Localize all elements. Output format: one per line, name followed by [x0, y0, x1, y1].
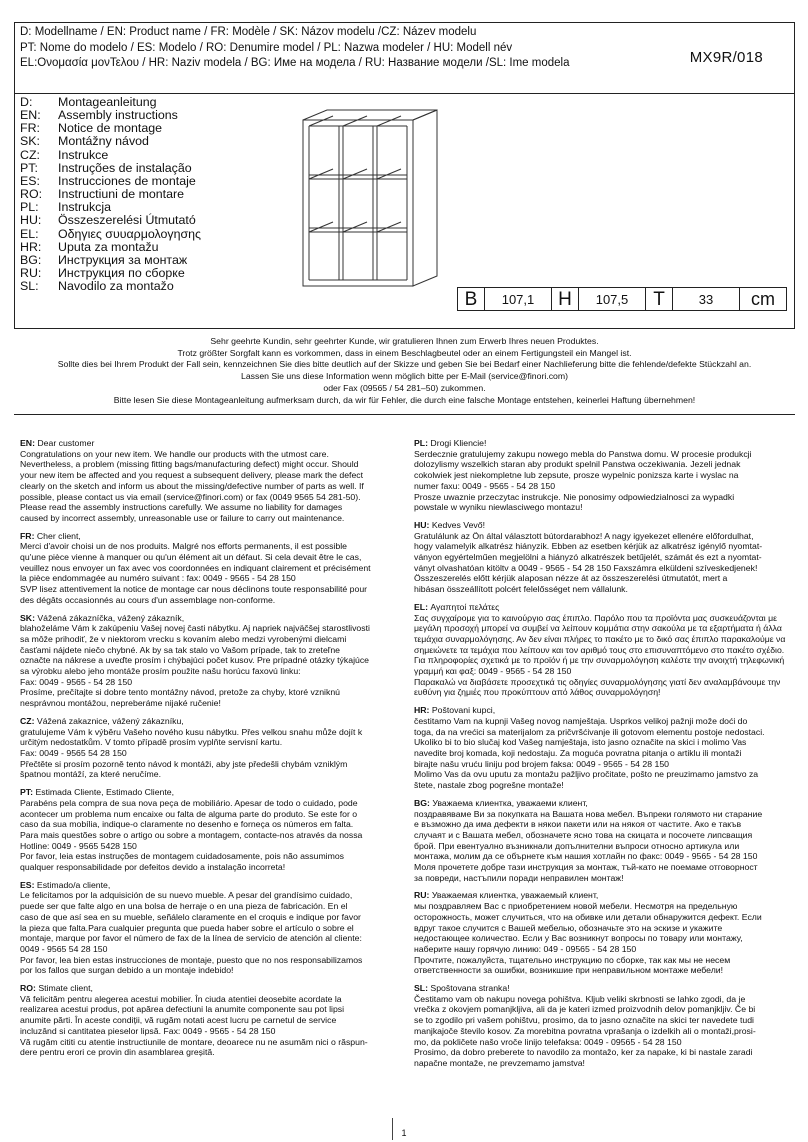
language-notice — [414, 983, 794, 1069]
notice-line: Por favor, leia estas instruções de montagem cuidadosamente, pois não assumimos — [20, 851, 345, 862]
notice-line: Nevertheless, a problem (missing fitting bags/manufacturing defect) might occur. Should — [20, 459, 359, 470]
notice-line: Vă rugăm cititi cu atentie instructiunile de montare, deoarece nu ne asumăm nici o răspun- — [20, 1036, 368, 1047]
model-name-line: PT: Nome do modelo / ES: Modelo / RO: Denumire model / PL: Nazwa modeler / HU: Modell név — [20, 41, 513, 54]
notice-line: случаят и с Вашата мебел, обозначете ясно това на скицата и посочете липсващия — [414, 829, 753, 840]
language-title-row — [20, 135, 201, 148]
language-title: Instrukcja — [58, 200, 112, 215]
notice-line: недостающее количество. Если у Вас возникнут вопросы по товару или монтажу, — [414, 933, 743, 944]
notice-line: монтажа, молим да се обърнете към нашия хотлайн по факс: 0049 - 9565 - 54 28 150 — [414, 851, 758, 862]
language-title: Assembly instructions — [58, 108, 178, 123]
notice-line: σημειώνετε τα τεμάχια που λείπουν και τον αριθμό τους στο επισυναπτόμενο στο πακέτο σχέδιο. — [414, 644, 785, 655]
notice-line: Prosíme, prečítajte si dobre tento montážny návod, pretože za chyby, ktoré vzniknú — [20, 687, 340, 698]
notice-greeting — [20, 880, 392, 891]
language-code: EN: — [20, 108, 41, 123]
notice-line: Para mais questões sobre o artigo ou sobre a montagem, contacte-nos através da nossa — [20, 829, 363, 840]
notice-line: е възможно да има дефекти в някои пакети или на някоя от частите. Ако е такъв — [414, 819, 742, 830]
language-code: HR: — [20, 239, 42, 254]
notice-line: Serdecznie gratulujemy zakupu nowego mebla do Panstwa domu. W procesie produkcji — [414, 448, 752, 459]
language-code: PL: — [20, 200, 39, 215]
notice-line: dolozylismy wszelkich staran aby produkt spelnil Panstwa oczekiwania. Jezeli jednak — [414, 459, 741, 470]
notice-line: acontecer um problema num encaixe ou falta de alguma parte do produto. Se este for o — [20, 808, 358, 819]
notice-line: 0049 - 9565 54 28 150 — [20, 943, 108, 954]
notice-line: τεμάχια συναρμολόγησης. Αν δεν είναι πλήρες το πακέτο με το δικό σας έπιπλο παρακαλούμε να — [414, 633, 786, 644]
notice-language-code: FR: — [20, 530, 35, 541]
notice-line: anumite părti. În aceste condiții, vă rugăm notati acest lucru pe carnetul de service — [20, 1015, 337, 1026]
notice-line: поздравяваме Ви за покупката на Вашата нова мебел. Въпреки голямото ни старание — [414, 808, 763, 819]
language-notice — [20, 787, 392, 873]
notice-line: špatnou montáží, za které neručíme. — [20, 769, 162, 780]
notice-line: Merci d'avoir choisi un de nos produits. Malgré nos efforts permanents, il est possible — [20, 541, 347, 552]
language-code: ES: — [20, 173, 40, 188]
notice-language-code: RU: — [414, 890, 430, 901]
notice-line: вдруг такое случится с Вашей мебелью, обозначьте это на эскизе и укажите — [414, 922, 723, 933]
language-code: FR: — [20, 121, 40, 136]
language-notice — [414, 705, 794, 791]
language-notice — [20, 716, 392, 780]
notice-language-code: ES: — [20, 879, 35, 890]
notice-line: за повреди, настъпили поради неправилен монтаж! — [414, 872, 624, 883]
language-title: Οδηγιες συυαρμολογησης — [58, 226, 202, 241]
language-notice — [20, 613, 392, 709]
notice-greeting — [414, 890, 794, 901]
notice-line: Le felicitamos por la adquisición de su nuevo mueble. A pesar del grandísimo cuidado, — [20, 890, 353, 901]
notice-line: possible, please contact us via email (service@finori.com) or fax (0049 9565 54 281-50). — [20, 491, 361, 502]
notice-line: γραμμή και φαξ: 0049 - 9565 - 54 28 150 — [414, 666, 572, 677]
notice-line: toga, da na vrećici sa materijalom za pričvršćivanje ili gotovom elementu postoje nedostaci. — [414, 726, 765, 737]
notice-salutation: Dear customer — [34, 438, 95, 448]
notice-salutation: Poštovani kupci, — [429, 705, 496, 716]
notice-salutation: Estimado/a cliente, — [34, 879, 111, 890]
language-code: SL: — [20, 279, 39, 294]
left-column-notices — [20, 438, 392, 1065]
language-title: Notice de montage — [58, 121, 163, 136]
language-notice — [414, 438, 794, 513]
intro-line: oder Fax (09565 / 54 281–50) zukommen. — [323, 382, 486, 393]
notice-line: sa môže prihodiť, že v niektorom vrecku s kovaním alebo medzi vyrobenými dielcami — [20, 633, 347, 644]
notice-line: Παρακαλώ να διαβάσετε προσεχτικά τις οδηγίες συναρμολόγησης γιατί δεν αναλαμβάνουμε την — [414, 676, 781, 687]
notice-greeting — [414, 983, 794, 994]
notice-line: vrečka z okovjem pomanjkljiva, ali da je kateri izmed proizvodnih delov pomanjkljiv. Če bi — [414, 1004, 756, 1015]
notice-line: cokolwiek jest niekompletne lub zepsute, prosze wypelnic ponizsza karte i wyslac na — [414, 470, 739, 481]
notice-line: Прочтите, пожалуйста, тщательно инструкцию по сборке, так как мы не несем — [414, 954, 731, 965]
width-value: 107,1 — [485, 288, 552, 310]
language-title: Instruções de instalação — [58, 160, 192, 175]
notice-line: Parabéns pela compra de sua nova peça de mobiliário. Apesar de todo o cuidado, pode — [20, 797, 358, 808]
notice-line: puede ser que falte algo en una bolsa de herraje o en una pieza de fabricación. En el — [20, 901, 348, 912]
notice-line: napačne montaže, ne prevzemamo jamstva! — [414, 1057, 585, 1068]
notice-greeting — [414, 602, 794, 613]
notice-line: la pieza que falta.Para cualquier pregunta que pueda haber sobre el artículo o sobre el — [20, 922, 354, 933]
notice-greeting — [20, 983, 392, 994]
language-title: Montageanleitung — [58, 95, 157, 109]
notice-greeting — [20, 438, 392, 449]
notice-greeting — [414, 520, 794, 531]
notice-line: мы поздравляем Вас с приобретением новой мебели. Несмотря на предельную — [414, 901, 738, 912]
notice-line: montaje, marque por favor el número de fax de la línea de servicio de atención al cliente: — [20, 933, 362, 944]
notice-line: caso da sua mobília, indique-o claramente no desenho e forneça os números em falta. — [20, 819, 354, 830]
notice-line: ványt olvashatóan kitöltv a 0049 - 9565 - 54 28 150 Faxszámra elküldeni szíveskedjenek! — [414, 562, 758, 573]
notice-line: veuillez nous envoyer un fax avec vos coordonnées en indiquant clairement et précisément — [20, 562, 371, 573]
notice-line: hogy valamelyik alkatrész hiányzik. Ebben az esetben kérjük az alkatrész igénylő nyomtat- — [414, 541, 763, 552]
notice-language-code: CZ: — [20, 715, 35, 726]
intro-line: Sollte dies bei Ihrem Produkt der Fall sein, kennzeichnen Sie dies bitte deutlich auf der Skizze und geben Sie bei Bedarf einer Nachlieferung bitte die fehlende/defekte Stückzahl an. — [57, 359, 752, 370]
intro-line: Sehr geehrte Kundin, sehr geehrter Kunde, wir gratulieren Ihnen zum Erwerb Ihres neuen Produktes. — [210, 336, 599, 346]
notice-language-code: EN: — [20, 438, 35, 448]
notice-line: hibásan összeállított polcért felelősséget nem vállalunk. — [414, 584, 628, 595]
language-notice — [20, 438, 392, 524]
notice-line: Моля прочетете добре тази инструкция за монтаж, тъй-като не поемаме отговорност — [414, 862, 758, 873]
notice-salutation: Spoštovana stranka! — [428, 983, 510, 994]
notice-greeting — [414, 798, 794, 809]
notice-line: Čestitamo vam ob nakupu novega pohištva. Kljub veliki skrbnosti se lahko zgodi, da je — [414, 993, 746, 1004]
dimensions-box — [457, 287, 787, 311]
height-label: H — [552, 288, 579, 310]
notice-line: осторожность, может случиться, что на обивке или детали обнаружится дефект. Если — [414, 911, 762, 922]
shelf-illustration — [295, 108, 445, 288]
language-title: Instructiuni de montare — [58, 187, 185, 202]
notice-line: брой. При евентуално възникнали допълнителни въпроси относно артикула или — [414, 840, 740, 851]
depth-label: T — [646, 288, 673, 310]
notice-line: Gratulálunk az Ön által választott bútordarabhoz! A nagy igyekezet ellenére előfordulhat, — [414, 530, 754, 541]
notice-line: Přečtěte si prosím pozorně tento návod k montáži, aby jste předešli chybám vzniklým — [20, 758, 348, 769]
right-column-notices — [414, 438, 794, 1076]
intro-line: Bitte lesen Sie diese Montageanleitung aufmerksam durch, da wir für Fehler, die durch eine falsche Montage entstehen, keinerlei Haftung übernehmen! — [113, 394, 696, 405]
language-title: Инструкция за монтаж — [58, 252, 188, 267]
language-title: Navodilo za montažo — [58, 279, 174, 294]
notice-salutation: Уважаема клиентка, уважаеми клиент, — [429, 797, 588, 808]
notice-line: ευθύνη για ζημιές που προκύπτουν από λάθος συναρμολόγηση! — [414, 687, 661, 698]
unit-label: cm — [751, 288, 775, 309]
width-label: B — [458, 288, 485, 310]
notice-line: mo, da pokličete našo vroče linijo telefaksa: 0049 - 09565 - 54 28 150 — [414, 1036, 682, 1047]
notice-language-code: HU: — [414, 519, 430, 530]
notice-line: caso de que así sea en su mueble, señálelo claramente en el croquis e indique por favor — [20, 911, 361, 922]
notice-line: nesprávnou montážou, nepreberáme nijaké ručenie! — [20, 698, 221, 709]
notice-language-code: PT: — [20, 787, 34, 798]
notice-line: Fax: 0049 - 9565 - 54 28 150 — [20, 676, 133, 687]
notice-line: powstale w wyniku niewlasciwego montazu! — [414, 502, 583, 513]
notice-salutation: Estimada Cliente, Estimado Cliente, — [33, 787, 175, 798]
notice-salutation: Αγαπητοί πελάτες — [428, 601, 500, 612]
notice-line: Please read the assembly instructions carefully. We assume no liability for damages — [20, 502, 343, 513]
notice-line: realizarea acestui produs, pot apărea defectiuni la anumite componente sau pot lipsi — [20, 1004, 345, 1015]
notice-line: Hotline: 0049 - 9565 5428 150 — [20, 840, 137, 851]
notice-salutation: Stimate client, — [35, 983, 93, 994]
notice-line: ответственности за ошибки, возникшие при неправильном монтаже мебели! — [414, 965, 724, 976]
notice-greeting — [20, 531, 392, 542]
language-title: Uputa za montažu — [58, 239, 159, 254]
height-value: 107,5 — [579, 288, 646, 310]
notice-line: qualquer responsabilidade por defeitos devido a instalação incorreta! — [20, 862, 286, 873]
notice-line: Congratulations on your new item. We handle our products with the utmost care. — [20, 448, 329, 459]
language-notice — [414, 890, 794, 976]
notice-line: Összeszerelés előtt kérjük alaposan nézze át az összeszerelési útmutatót, mert a — [414, 573, 728, 584]
language-code: EL: — [20, 226, 39, 241]
language-title-row — [20, 280, 201, 293]
notice-line: se to zgodilo pri vašem pohištvu, prosimo, da to jasno označite na skici ter navedete tudi — [414, 1015, 754, 1026]
notice-line: čestitamo Vam na kupnji Vašeg novog namještaja. Usprkos velikoj pažnji može doći do — [414, 715, 748, 726]
language-notice — [20, 531, 392, 606]
language-notice — [20, 880, 392, 976]
notice-line: birajte našu vruću liniju pod brojem faksa: 0049 - 9565 - 54 28 150 — [414, 758, 669, 769]
notice-line: označte na nákrese a uveďte prosím i chýbajúci počet kusov. Pre prípadné otázky týkajúce — [20, 655, 370, 666]
notice-line: SVP lisez attentivement la notice de montage car nous déclinons toute responsabilité pour — [20, 584, 368, 595]
model-name-line: D: Modellname / EN: Product name / FR: Modèle / SK: Názov modelu /CZ: Název modelu — [20, 26, 477, 38]
language-code: RU: — [20, 266, 42, 281]
notice-line: dere pentru erori ce provin din asamblarea greșită. — [20, 1047, 215, 1058]
language-title: Montážny návod — [58, 134, 149, 149]
notice-salutation: Vážená zakaznice, vážený zákazníku, — [34, 715, 184, 726]
language-notice — [414, 798, 794, 884]
model-name-header — [14, 22, 795, 94]
depth-value: 33 — [673, 288, 740, 310]
language-title: Összeszerelési Útmutató — [58, 213, 196, 228]
language-code: SK: — [20, 134, 40, 149]
notice-language-code: SK: — [20, 612, 35, 623]
language-title: Instrucciones de montaje — [58, 173, 196, 188]
notice-greeting — [20, 716, 392, 727]
notice-greeting — [414, 705, 794, 716]
notice-line: sa výrobku alebo jeho montáže prosím použite našu horúcu faxovú linku: — [20, 666, 301, 677]
notice-salutation: Drogi Kliencie! — [428, 438, 487, 448]
notice-line: časťami nájdete niečo chybné. Ak by sa tak stalo vo Vašom prípade, tak to zreteľne — [20, 644, 341, 655]
notice-line: наберите нашу горячую линию: 049 - 09565 - 54 28 150 — [414, 943, 637, 954]
notice-line: Vă felicităm pentru alegerea acestui mobilier. În ciuda atentiei deosebite acordate la — [20, 993, 342, 1004]
notice-line: ványon egyértelműen megjelölni a hiányzó alkatrészek betűjelét, számát és ezt a nyomtat- — [414, 552, 762, 563]
notice-line: Ukoliko bi to bio slučaj kod Vašeg namještaja, isto jasno označite na skici i molimo Vas — [414, 737, 747, 748]
language-notice — [20, 983, 392, 1058]
language-code: HU: — [20, 213, 42, 228]
notice-line: numer faxu: 0049 - 9565 - 54 28 150 — [414, 480, 556, 491]
notice-salutation: Cher client, — [34, 530, 81, 541]
notice-line: clearly on the sketch and inform us about the missing/defective number of parts as well. If — [20, 480, 364, 491]
language-title: Инструкция по сборке — [58, 266, 185, 281]
notice-greeting — [20, 787, 392, 798]
language-title: Instrukce — [58, 147, 109, 162]
language-code: PT: — [20, 160, 38, 175]
intro-line: Trotz größter Sorgfalt kann es vorkommen, dass in einem Beschlagbeutel oder an einem Fertigungsteil ein Mangel ist. — [177, 347, 632, 358]
model-code: MX9R/018 — [689, 49, 763, 66]
language-code: BG: — [20, 252, 42, 267]
notice-line: incluzând si cantitatea pieselor lipsă. Fax: 0049 - 9565 - 54 28 150 — [20, 1025, 276, 1036]
language-code: CZ: — [20, 147, 40, 162]
notice-language-code: BG: — [414, 797, 430, 808]
language-notice — [414, 602, 794, 698]
notice-line: Fax: 0049 - 9565 54 28 150 — [20, 747, 127, 758]
notice-line: la pièce endommagée au numéro suivant : fax: 0049 - 9565 - 54 28 150 — [20, 573, 296, 584]
language-code: RO: — [20, 187, 43, 202]
notice-salutation: Уважаемая клиентка, уважаемый клиент, — [429, 890, 599, 901]
language-code: D: — [20, 95, 33, 109]
notice-line: des dégâts occasionnés au cours d'un assemblage non-conforme. — [20, 594, 276, 605]
notice-line: μεγάλη προσοχή μπορεί να συμβεί να λείπουν κομμάτια στην σακούλα με τα εξαρτήματα ή άλλα — [414, 623, 782, 634]
notice-language-code: RO: — [20, 983, 36, 994]
model-name-labels — [20, 25, 569, 72]
notice-line: gratulujeme Vám k výběru Vašeho nového kusu nábytku. Přes velkou snahu může dojít k — [20, 726, 363, 737]
notice-line: manjkajoče število kosov. Za morebitna povratna vprašanja o izdelkih ali o montaži,prosi- — [414, 1025, 756, 1036]
notice-line: Prosimo, da dobro preberete to navodilo za montažo, ker za napake, ki bi nastale zaradi — [414, 1047, 753, 1058]
language-notice — [414, 520, 794, 595]
german-introduction — [14, 336, 795, 406]
section-divider — [14, 414, 795, 415]
notice-line: caused by incorrect assembly, unreasonable use or failure to carry out maintenance. — [20, 512, 345, 523]
notice-line: Por favor, lea bien estas instrucciones de montaje, puesto que no nos responsabilizamos — [20, 954, 363, 965]
notice-line: Για πληροφορίες σχετικά με το προϊόν ή με την συναρμολόγηση καλέστε την ανοιχτή τηλεφωνική — [414, 655, 785, 666]
notice-language-code: PL: — [414, 438, 428, 448]
notice-language-code: EL: — [414, 601, 428, 612]
notice-language-code: HR: — [414, 705, 430, 716]
intro-line: Lassen Sie uns diese Information wenn möglich bitte per E-Mail (service@finori.com) — [240, 371, 569, 382]
notice-greeting — [414, 438, 794, 449]
page-number: 1 — [401, 1128, 407, 1138]
notice-greeting — [20, 613, 392, 624]
notice-line: Molimo Vas da ovu uputu za montažu pažljivo pročitate, pošto ne preuzimamo jamstvo za — [414, 769, 759, 780]
notice-line: Prosze uwaznie przeczytac instrukcje. Nie ponosimy odpowiedzialnosci za wypadki — [414, 491, 735, 502]
model-name-line: EL:Ονομασία μονΤελου / HR: Naziv modela / BG: Име на модела / RU: Название модели /SL: Ime modela — [20, 57, 570, 69]
notice-line: Σας συγχαίρομε για το καινούργιο σας έπιπλο. Παρόλο που τα προϊόντα μας συσκευάζονται με — [414, 612, 777, 623]
notice-line: your new item be affected and you request a subsequent delivery, please mark the defect — [20, 470, 364, 481]
notice-line: por los fallos que surgan debido a un montaje indebido! — [20, 965, 234, 976]
notice-line: navedite broj komada, koji nedostaju. Za moguća povratna pitanja o artiklu ili montaži — [414, 747, 742, 758]
notice-salutation: Kedves Vevő! — [429, 519, 485, 530]
notice-line: blahoželáme Vám k zakúpeniu Vašej novej časti nábytku. Aj napriek najväčšej starostlivosti — [20, 623, 370, 634]
notice-line: určitým nedostatkům. V tomto případě prosím vyplňte servisní kartu. — [20, 737, 283, 748]
notice-line: štete, nastale zbog pogrešne montaže! — [414, 780, 564, 791]
notice-line: qu'une pièce vienne à manquer ou qu'un élément ait un défaut. Si cela devait être le cas, — [20, 552, 362, 563]
notice-salutation: Vážená zákazníčka, vážený zákazník, — [34, 612, 185, 623]
notice-language-code: SL: — [414, 983, 428, 994]
language-title-list — [20, 96, 201, 293]
